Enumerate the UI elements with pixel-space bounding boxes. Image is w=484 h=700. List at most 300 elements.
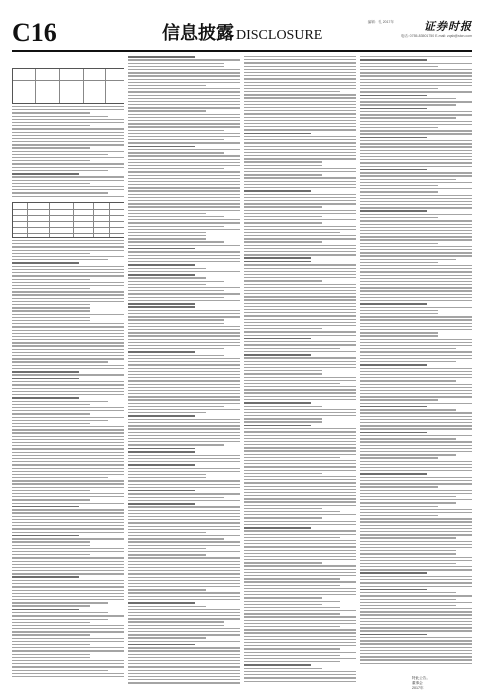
text-line — [12, 586, 124, 587]
text-line — [128, 625, 224, 626]
text-line — [128, 342, 240, 343]
text-line — [12, 541, 90, 542]
text-line — [128, 455, 240, 456]
text-line — [128, 409, 240, 410]
text-line — [244, 171, 356, 172]
text-line — [244, 370, 322, 371]
text-line — [12, 339, 124, 340]
text-line — [244, 402, 311, 404]
text-line — [128, 171, 240, 172]
text-line — [12, 590, 124, 591]
text-line — [12, 282, 124, 283]
text-line — [244, 299, 356, 300]
text-line — [12, 262, 79, 264]
text-line — [360, 188, 472, 189]
text-line — [128, 577, 240, 578]
text-line — [128, 374, 240, 375]
text-line — [244, 556, 356, 557]
text-line — [128, 69, 240, 70]
text-line — [360, 438, 456, 439]
text-line — [360, 348, 456, 349]
text-line — [360, 137, 427, 139]
text-line — [128, 673, 240, 674]
text-line — [128, 335, 240, 336]
text-line — [360, 582, 472, 583]
text-line — [128, 548, 206, 549]
text-line — [360, 550, 456, 551]
text-line — [360, 541, 472, 542]
text-line — [128, 393, 240, 394]
text-line — [360, 63, 472, 64]
text-line — [244, 357, 356, 358]
text-line — [360, 169, 427, 171]
text-line — [244, 85, 356, 86]
text-line — [12, 602, 108, 603]
text-line — [360, 630, 472, 631]
text-line — [128, 222, 240, 223]
text-line — [128, 419, 240, 420]
text-line — [360, 316, 472, 317]
text-line — [128, 238, 206, 239]
text-line — [360, 262, 438, 263]
text-line — [360, 602, 472, 603]
text-line — [360, 72, 472, 73]
text-line — [360, 246, 472, 247]
text-line — [360, 396, 472, 397]
text-line — [12, 464, 124, 465]
text-line — [244, 174, 322, 175]
text-line — [360, 650, 472, 651]
text-line — [360, 406, 427, 408]
text-line — [12, 676, 124, 677]
text-line — [12, 634, 90, 635]
text-line — [12, 548, 124, 549]
text-line — [128, 149, 240, 150]
text-line — [244, 367, 356, 368]
text-line — [244, 399, 356, 400]
text-line — [128, 332, 240, 333]
text-line — [244, 632, 356, 633]
text-line — [360, 204, 472, 205]
text-line — [128, 606, 206, 607]
text-line — [360, 150, 472, 151]
text-line — [360, 467, 472, 468]
text-line — [12, 538, 124, 539]
text-line — [12, 116, 108, 117]
text-line — [12, 371, 79, 373]
text-line — [360, 153, 472, 154]
text-line — [12, 657, 90, 658]
text-line — [128, 399, 240, 400]
text-line — [360, 290, 472, 291]
text-line — [244, 219, 356, 220]
text-line — [128, 493, 240, 494]
text-column-3 — [244, 56, 356, 690]
text-line — [128, 348, 224, 349]
text-line — [244, 527, 311, 529]
text-line — [244, 181, 356, 182]
text-line — [360, 297, 472, 298]
text-line — [12, 246, 124, 247]
text-line — [12, 413, 90, 414]
text-line — [244, 664, 311, 666]
text-line — [128, 358, 240, 359]
text-line — [12, 564, 124, 565]
text-line — [244, 155, 356, 156]
text-line — [244, 149, 356, 150]
text-line — [360, 265, 472, 266]
text-line — [128, 387, 240, 388]
text-line — [360, 124, 472, 125]
text-line — [360, 85, 472, 86]
text-line — [244, 364, 356, 365]
text-line — [12, 576, 79, 578]
text-line — [244, 412, 356, 413]
text-line — [244, 200, 356, 201]
text-line — [244, 232, 340, 233]
text-line — [360, 133, 472, 134]
text-line — [360, 393, 472, 394]
text-line — [12, 480, 124, 481]
text-line — [128, 310, 240, 311]
text-line — [360, 534, 472, 535]
text-line — [12, 506, 79, 508]
text-line — [360, 432, 427, 434]
text-line — [128, 599, 240, 600]
text-line — [128, 415, 195, 417]
text-line — [128, 561, 240, 562]
text-line — [128, 175, 240, 176]
text-line — [12, 570, 124, 571]
text-line — [128, 435, 240, 436]
text-line — [244, 290, 356, 291]
text-line — [128, 162, 240, 163]
text-line — [360, 339, 472, 340]
text-line — [244, 348, 340, 349]
text-line — [360, 390, 472, 391]
text-line — [244, 139, 356, 140]
text-line — [360, 589, 427, 591]
text-line — [244, 136, 356, 137]
text-line — [12, 253, 90, 254]
text-line — [128, 500, 240, 501]
text-line — [360, 56, 472, 57]
text-line — [128, 142, 240, 143]
text-line — [128, 647, 240, 648]
text-line — [12, 243, 124, 244]
text-line — [12, 525, 124, 526]
text-line — [12, 407, 124, 408]
text-line — [360, 663, 472, 664]
text-line — [244, 56, 356, 57]
page-number: C16 — [12, 18, 57, 47]
text-line — [244, 126, 356, 127]
text-line — [128, 194, 240, 195]
text-line — [360, 599, 456, 600]
text-line — [360, 428, 472, 429]
text-line — [128, 384, 240, 385]
text-line — [244, 447, 356, 448]
text-line — [360, 380, 456, 381]
column-2-text — [128, 56, 240, 686]
text-line — [12, 397, 79, 399]
text-line — [128, 428, 240, 429]
text-line — [244, 661, 340, 662]
text-line — [360, 557, 472, 558]
text-line — [128, 666, 240, 667]
text-line — [128, 615, 240, 616]
text-line — [244, 648, 340, 649]
text-line — [12, 429, 124, 430]
text-line — [360, 502, 456, 503]
text-line — [128, 609, 240, 610]
text-line — [244, 396, 356, 397]
text-line — [360, 576, 472, 577]
text-line — [12, 250, 124, 251]
text-line — [128, 120, 240, 121]
text-line — [244, 543, 356, 544]
text-line — [128, 306, 195, 308]
text-line — [12, 314, 124, 315]
text-line — [12, 670, 108, 671]
text-line — [12, 183, 90, 184]
text-line — [244, 383, 340, 384]
text-line — [128, 451, 195, 453]
text-line — [244, 524, 356, 525]
text-line — [12, 288, 90, 289]
signature-line-2: 董事会 — [412, 681, 423, 685]
text-line — [128, 522, 240, 523]
text-line — [12, 535, 79, 537]
text-line — [12, 307, 90, 308]
text-line — [12, 259, 108, 260]
text-line — [12, 109, 124, 110]
text-line — [128, 72, 240, 73]
text-line — [244, 91, 340, 92]
text-line — [244, 530, 356, 531]
text-line — [360, 528, 472, 529]
text-line — [128, 631, 240, 632]
text-line — [360, 166, 472, 167]
text-line — [244, 277, 356, 278]
text-line — [128, 281, 224, 282]
text-line — [244, 588, 356, 589]
text-line — [128, 526, 240, 527]
text-line — [244, 438, 356, 439]
text-line — [128, 319, 224, 320]
text-line — [128, 477, 206, 478]
text-line — [244, 418, 322, 419]
text-line — [360, 239, 472, 240]
text-line — [360, 627, 472, 628]
text-line — [360, 230, 472, 231]
text-line — [12, 647, 124, 648]
text-line — [12, 141, 124, 142]
text-line — [12, 157, 124, 158]
text-line — [360, 461, 472, 462]
text-line — [12, 323, 124, 324]
text-line — [360, 207, 472, 208]
text-line — [128, 580, 240, 581]
text-line — [360, 509, 472, 510]
text-line — [244, 101, 356, 102]
text-line — [360, 259, 456, 260]
text-line — [128, 297, 224, 298]
text-line — [128, 532, 206, 533]
text-line — [12, 660, 124, 661]
text-line — [12, 138, 124, 139]
text-line — [244, 306, 356, 307]
text-line — [12, 609, 79, 611]
text-line — [128, 152, 224, 153]
text-line — [128, 468, 240, 469]
text-line — [128, 313, 240, 314]
text-line — [12, 186, 124, 187]
text-line — [360, 364, 427, 366]
text-line — [128, 98, 240, 99]
section-title — [162, 22, 322, 48]
text-line — [244, 123, 356, 124]
text-line — [244, 117, 356, 118]
text-line — [244, 386, 356, 387]
text-line — [12, 496, 124, 497]
text-line — [12, 342, 124, 343]
text-line — [244, 303, 356, 304]
text-line — [360, 563, 456, 564]
signature-line-1: 特此公告。 — [412, 676, 430, 680]
text-line — [12, 240, 124, 241]
text-line — [360, 319, 472, 320]
text-line — [128, 300, 240, 301]
text-line — [12, 144, 124, 145]
text-line — [128, 123, 240, 124]
text-line — [360, 634, 427, 636]
text-line — [12, 612, 108, 613]
text-line — [128, 368, 240, 369]
text-line — [360, 640, 472, 641]
text-line — [360, 66, 438, 67]
text-line — [12, 615, 124, 616]
text-line — [128, 284, 206, 285]
text-line — [128, 573, 240, 574]
text-line — [12, 154, 108, 155]
text-line — [360, 473, 427, 475]
text-line — [12, 192, 108, 193]
text-line — [244, 460, 356, 461]
text-line — [244, 389, 356, 390]
text-line — [244, 409, 356, 410]
disclosure-table-1 — [12, 68, 124, 104]
text-line — [244, 284, 356, 285]
text-line — [128, 146, 195, 148]
text-line — [244, 431, 356, 432]
text-line — [128, 364, 240, 365]
text-line — [360, 117, 456, 118]
text-line — [244, 473, 322, 474]
text-line — [244, 450, 356, 451]
text-line — [128, 612, 240, 613]
text-line — [128, 654, 240, 655]
text-line — [128, 293, 240, 294]
text-line — [128, 618, 240, 619]
text-line — [360, 416, 472, 417]
text-line — [244, 110, 356, 111]
text-line — [244, 142, 356, 143]
text-line — [12, 573, 124, 574]
text-line — [360, 249, 472, 250]
text-line — [244, 681, 356, 682]
text-line — [244, 257, 311, 259]
text-line — [128, 422, 240, 423]
text-line — [360, 326, 472, 327]
text-line — [244, 501, 356, 502]
text-line — [128, 602, 195, 604]
text-line — [244, 610, 356, 611]
text-line — [128, 406, 224, 407]
text-line — [244, 235, 356, 236]
text-line — [360, 217, 438, 218]
text-line — [244, 78, 356, 79]
text-line — [128, 676, 240, 677]
section-title-cn: 信息披露 — [162, 23, 234, 44]
text-line — [12, 452, 124, 453]
text-line — [12, 650, 124, 651]
text-column-1 — [12, 56, 124, 690]
text-line — [12, 128, 124, 129]
text-line — [244, 322, 356, 323]
text-line — [244, 581, 356, 582]
column-1-text-a — [12, 106, 124, 199]
text-line — [244, 133, 311, 135]
text-line — [244, 331, 356, 332]
text-line — [128, 345, 240, 346]
text-line — [244, 229, 356, 230]
text-line — [360, 499, 472, 500]
text-line — [360, 121, 472, 122]
text-line — [12, 420, 108, 421]
text-line — [244, 274, 356, 275]
text-line — [12, 401, 108, 402]
text-line — [244, 521, 356, 522]
text-line — [128, 178, 240, 179]
text-line — [12, 355, 124, 356]
text-line — [360, 425, 472, 426]
text-line — [128, 621, 224, 622]
text-line — [360, 227, 472, 228]
text-line — [12, 189, 124, 190]
text-line — [128, 245, 240, 246]
text-line — [128, 663, 240, 664]
text-line — [12, 256, 124, 257]
text-line — [12, 163, 124, 164]
text-line — [12, 619, 108, 620]
text-line — [360, 127, 438, 128]
text-line — [244, 94, 356, 95]
text-line — [128, 82, 240, 83]
text-line — [12, 666, 124, 667]
text-line — [244, 444, 356, 445]
text-line — [244, 213, 356, 214]
text-line — [360, 409, 456, 410]
text-line — [360, 146, 472, 147]
text-line — [128, 216, 224, 217]
text-line — [360, 175, 472, 176]
text-line — [244, 271, 356, 272]
text-line — [128, 110, 206, 111]
text-line — [360, 198, 472, 199]
text-line — [12, 442, 124, 443]
text-line — [244, 293, 356, 294]
